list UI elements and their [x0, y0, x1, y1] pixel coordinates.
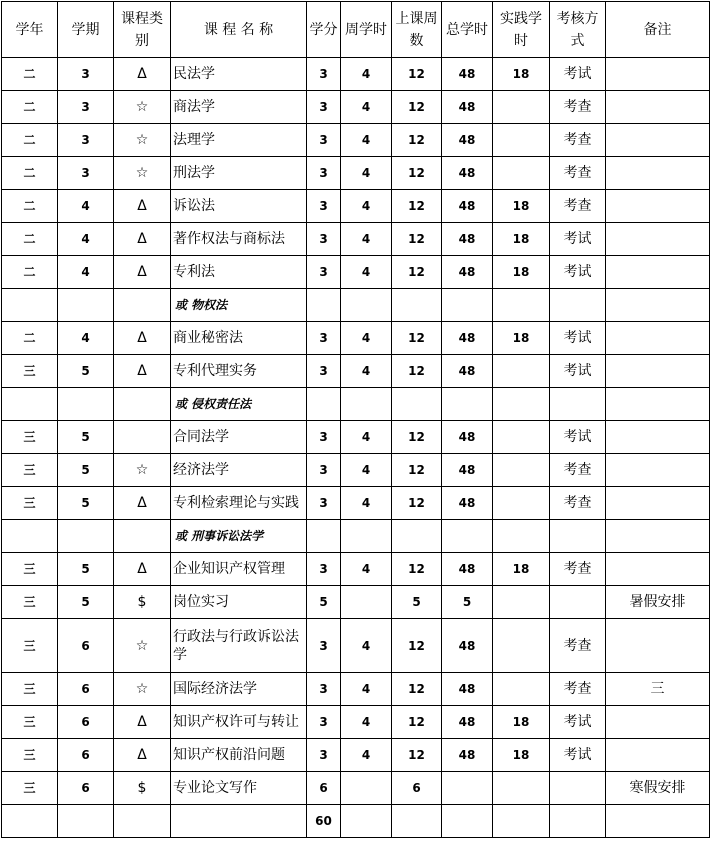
- cell-total-hours: 48: [442, 124, 493, 157]
- cell-note: 暑假安排: [606, 586, 710, 619]
- cell-year: 三: [2, 619, 58, 673]
- cell-assessment: [550, 388, 606, 421]
- cell-assessment: [550, 289, 606, 322]
- cell-note: [606, 487, 710, 520]
- cell-total-hours: 48: [442, 256, 493, 289]
- cell-practice-hours: 18: [493, 739, 550, 772]
- table-row: [2, 421, 710, 454]
- cell-category: [114, 388, 171, 421]
- table-row: [2, 157, 710, 190]
- cell-total-hours: [442, 289, 493, 322]
- cell-course-name: 著作权法与商标法: [171, 223, 307, 256]
- cell-course-name: 国际经济法学: [171, 673, 307, 706]
- cell-note: [606, 520, 710, 553]
- cell-practice-hours: [493, 124, 550, 157]
- cell-year: 三: [2, 487, 58, 520]
- cell-course-name: 知识产权许可与转让: [171, 706, 307, 739]
- cell-weeks: [392, 520, 442, 553]
- cell-term: 4: [58, 256, 114, 289]
- cell-weekly-hours: [341, 388, 392, 421]
- cell-weeks: 12: [392, 355, 442, 388]
- cell-practice-hours: 18: [493, 223, 550, 256]
- cell-credits: 3: [307, 706, 341, 739]
- cell-year: 二: [2, 256, 58, 289]
- cell-term: 6: [58, 772, 114, 805]
- table-row: [2, 454, 710, 487]
- cell-category: [114, 805, 171, 838]
- cell-credits: 3: [307, 91, 341, 124]
- cell-total-hours: [442, 388, 493, 421]
- cell-practice-hours: [493, 673, 550, 706]
- total-row: [2, 805, 710, 838]
- cell-weekly-hours: [341, 772, 392, 805]
- table-row: [2, 739, 710, 772]
- cell-category: [114, 289, 171, 322]
- cell-course-name: 民法学: [171, 58, 307, 91]
- cell-note: [606, 739, 710, 772]
- cell-assessment: 考查: [550, 190, 606, 223]
- cell-practice-hours: [493, 355, 550, 388]
- cell-total-hours: [442, 772, 493, 805]
- header-total-hours: 总学时: [442, 2, 493, 58]
- cell-practice-hours: [493, 805, 550, 838]
- cell-weekly-hours: 4: [341, 454, 392, 487]
- cell-credits: 3: [307, 619, 341, 673]
- header-category: 课程类别: [114, 2, 171, 58]
- cell-category: Δ: [114, 553, 171, 586]
- cell-weeks: 12: [392, 223, 442, 256]
- cell-practice-hours: 18: [493, 58, 550, 91]
- cell-credits: 6: [307, 772, 341, 805]
- table-row: [2, 355, 710, 388]
- cell-category: Δ: [114, 487, 171, 520]
- cell-practice-hours: [493, 421, 550, 454]
- cell-assessment: 考查: [550, 619, 606, 673]
- cell-assessment: 考查: [550, 91, 606, 124]
- cell-year: 三: [2, 739, 58, 772]
- cell-assessment: 考试: [550, 58, 606, 91]
- cell-category: [114, 520, 171, 553]
- cell-course-name: 专业论文写作: [171, 772, 307, 805]
- cell-course-name: 或 物权法: [171, 289, 307, 322]
- cell-weeks: 12: [392, 124, 442, 157]
- cell-total-hours: 48: [442, 190, 493, 223]
- cell-credits: 3: [307, 58, 341, 91]
- cell-course-name: 诉讼法: [171, 190, 307, 223]
- cell-weeks: 12: [392, 91, 442, 124]
- cell-assessment: 考试: [550, 322, 606, 355]
- table-body: [2, 58, 710, 838]
- header-credits: 学分: [307, 2, 341, 58]
- cell-total-hours: 5: [442, 586, 493, 619]
- cell-weekly-hours: 4: [341, 355, 392, 388]
- cell-weeks: 12: [392, 739, 442, 772]
- cell-note: [606, 58, 710, 91]
- cell-assessment: 考试: [550, 256, 606, 289]
- cell-total-hours: 48: [442, 58, 493, 91]
- cell-note: [606, 91, 710, 124]
- header-weeks: 上课周数: [392, 2, 442, 58]
- cell-credits: 3: [307, 355, 341, 388]
- header-term: 学期: [58, 2, 114, 58]
- header-weekly-hours: 周学时: [341, 2, 392, 58]
- cell-course-name: 商业秘密法: [171, 322, 307, 355]
- cell-term: [58, 520, 114, 553]
- cell-assessment: 考查: [550, 553, 606, 586]
- cell-total-hours: [442, 805, 493, 838]
- cell-credits: [307, 289, 341, 322]
- cell-year: 二: [2, 157, 58, 190]
- cell-total-hours: 48: [442, 223, 493, 256]
- cell-note: [606, 223, 710, 256]
- table-row: [2, 124, 710, 157]
- cell-total-hours: 48: [442, 454, 493, 487]
- cell-course-name: 商法学: [171, 91, 307, 124]
- cell-weekly-hours: 4: [341, 487, 392, 520]
- cell-note: [606, 805, 710, 838]
- cell-assessment: [550, 520, 606, 553]
- cell-weekly-hours: [341, 289, 392, 322]
- cell-practice-hours: [493, 289, 550, 322]
- cell-course-name: 专利检索理论与实践: [171, 487, 307, 520]
- cell-assessment: [550, 586, 606, 619]
- cell-practice-hours: [493, 487, 550, 520]
- cell-category: ☆: [114, 157, 171, 190]
- cell-note: [606, 454, 710, 487]
- header-note: 备注: [606, 2, 710, 58]
- cell-weekly-hours: [341, 520, 392, 553]
- cell-weekly-hours: 4: [341, 190, 392, 223]
- cell-term: 4: [58, 190, 114, 223]
- cell-practice-hours: 18: [493, 190, 550, 223]
- cell-course-name: 刑法学: [171, 157, 307, 190]
- cell-weekly-hours: 4: [341, 421, 392, 454]
- cell-category: ☆: [114, 673, 171, 706]
- cell-year: 二: [2, 124, 58, 157]
- cell-credits: 3: [307, 421, 341, 454]
- cell-total-hours: 48: [442, 487, 493, 520]
- cell-category: $: [114, 772, 171, 805]
- cell-course-name: [171, 805, 307, 838]
- cell-term: [58, 289, 114, 322]
- cell-total-hours: 48: [442, 322, 493, 355]
- cell-practice-hours: [493, 586, 550, 619]
- cell-weeks: 12: [392, 487, 442, 520]
- cell-note: 三: [606, 673, 710, 706]
- cell-year: 三: [2, 553, 58, 586]
- cell-credits: 3: [307, 223, 341, 256]
- cell-course-name: 岗位实习: [171, 586, 307, 619]
- cell-category: $: [114, 586, 171, 619]
- header-assessment: 考核方式: [550, 2, 606, 58]
- cell-assessment: 考试: [550, 739, 606, 772]
- cell-year: [2, 520, 58, 553]
- cell-practice-hours: 18: [493, 256, 550, 289]
- cell-credits: 3: [307, 256, 341, 289]
- cell-note: [606, 256, 710, 289]
- cell-weekly-hours: 4: [341, 91, 392, 124]
- cell-year: 三: [2, 772, 58, 805]
- cell-course-name: 法理学: [171, 124, 307, 157]
- cell-weeks: 12: [392, 454, 442, 487]
- cell-weeks: 12: [392, 322, 442, 355]
- cell-category: ☆: [114, 124, 171, 157]
- alternative-row: [2, 388, 710, 421]
- cell-note: 寒假安排: [606, 772, 710, 805]
- cell-credits: 3: [307, 487, 341, 520]
- cell-credits: 3: [307, 157, 341, 190]
- cell-assessment: 考查: [550, 157, 606, 190]
- cell-credits: 3: [307, 190, 341, 223]
- cell-term: 5: [58, 421, 114, 454]
- cell-weekly-hours: 4: [341, 223, 392, 256]
- cell-total-hours: 48: [442, 553, 493, 586]
- cell-year: 三: [2, 421, 58, 454]
- cell-note: [606, 157, 710, 190]
- cell-category: Δ: [114, 322, 171, 355]
- cell-weekly-hours: [341, 805, 392, 838]
- cell-note: [606, 289, 710, 322]
- cell-term: 6: [58, 673, 114, 706]
- cell-year: 三: [2, 673, 58, 706]
- cell-note: [606, 190, 710, 223]
- cell-assessment: 考试: [550, 223, 606, 256]
- cell-year: 二: [2, 190, 58, 223]
- cell-term: 6: [58, 706, 114, 739]
- cell-weekly-hours: 4: [341, 322, 392, 355]
- cell-weekly-hours: 4: [341, 256, 392, 289]
- cell-practice-hours: 18: [493, 706, 550, 739]
- cell-weekly-hours: 4: [341, 553, 392, 586]
- cell-note: [606, 124, 710, 157]
- cell-course-name: 或 侵权责任法: [171, 388, 307, 421]
- cell-category: ☆: [114, 619, 171, 673]
- cell-practice-hours: [493, 454, 550, 487]
- cell-credits: 3: [307, 124, 341, 157]
- cell-practice-hours: [493, 772, 550, 805]
- cell-credits: [307, 520, 341, 553]
- cell-total-hours: 48: [442, 355, 493, 388]
- cell-term: 6: [58, 739, 114, 772]
- cell-year: 三: [2, 586, 58, 619]
- cell-weekly-hours: 4: [341, 739, 392, 772]
- cell-term: 5: [58, 553, 114, 586]
- cell-course-name: 企业知识产权管理: [171, 553, 307, 586]
- cell-weeks: 6: [392, 772, 442, 805]
- cell-credits: 60: [307, 805, 341, 838]
- table-row: [2, 256, 710, 289]
- cell-term: 3: [58, 91, 114, 124]
- cell-note: [606, 355, 710, 388]
- table-row: [2, 586, 710, 619]
- cell-credits: 3: [307, 739, 341, 772]
- table-row: [2, 58, 710, 91]
- course-schedule-table: [1, 1, 710, 838]
- cell-weekly-hours: 4: [341, 706, 392, 739]
- cell-weekly-hours: 4: [341, 124, 392, 157]
- cell-weeks: [392, 805, 442, 838]
- cell-credits: [307, 388, 341, 421]
- cell-category: Δ: [114, 190, 171, 223]
- cell-total-hours: 48: [442, 673, 493, 706]
- cell-term: 3: [58, 58, 114, 91]
- cell-weekly-hours: 4: [341, 157, 392, 190]
- alternative-row: [2, 289, 710, 322]
- cell-credits: 5: [307, 586, 341, 619]
- cell-term: 3: [58, 157, 114, 190]
- cell-practice-hours: [493, 619, 550, 673]
- cell-practice-hours: 18: [493, 322, 550, 355]
- cell-year: 二: [2, 223, 58, 256]
- cell-total-hours: 48: [442, 706, 493, 739]
- table-row: [2, 223, 710, 256]
- table-row: [2, 553, 710, 586]
- cell-course-name: 合同法学: [171, 421, 307, 454]
- cell-course-name: 知识产权前沿问题: [171, 739, 307, 772]
- cell-practice-hours: 18: [493, 553, 550, 586]
- cell-assessment: 考试: [550, 706, 606, 739]
- cell-note: [606, 322, 710, 355]
- cell-credits: 3: [307, 553, 341, 586]
- cell-category: [114, 421, 171, 454]
- cell-weeks: [392, 388, 442, 421]
- header-row: [2, 2, 710, 58]
- cell-practice-hours: [493, 520, 550, 553]
- cell-note: [606, 388, 710, 421]
- cell-term: [58, 388, 114, 421]
- table-row: [2, 673, 710, 706]
- table-row: [2, 772, 710, 805]
- cell-year: [2, 805, 58, 838]
- cell-assessment: [550, 805, 606, 838]
- cell-year: 二: [2, 322, 58, 355]
- cell-weeks: 12: [392, 619, 442, 673]
- cell-note: [606, 619, 710, 673]
- cell-year: [2, 289, 58, 322]
- cell-assessment: 考试: [550, 355, 606, 388]
- cell-category: ☆: [114, 454, 171, 487]
- cell-course-name: 专利代理实务: [171, 355, 307, 388]
- cell-credits: 3: [307, 322, 341, 355]
- cell-weeks: [392, 289, 442, 322]
- cell-year: 三: [2, 355, 58, 388]
- cell-weeks: 12: [392, 553, 442, 586]
- cell-practice-hours: [493, 157, 550, 190]
- cell-course-name: 或 刑事诉讼法学: [171, 520, 307, 553]
- header-year: 学年: [2, 2, 58, 58]
- cell-weeks: 12: [392, 706, 442, 739]
- cell-term: 5: [58, 454, 114, 487]
- cell-weekly-hours: 4: [341, 58, 392, 91]
- cell-term: 5: [58, 586, 114, 619]
- table-row: [2, 190, 710, 223]
- cell-assessment: 考查: [550, 673, 606, 706]
- cell-weekly-hours: [341, 586, 392, 619]
- cell-practice-hours: [493, 91, 550, 124]
- cell-note: [606, 706, 710, 739]
- cell-weeks: 12: [392, 190, 442, 223]
- cell-course-name: 专利法: [171, 256, 307, 289]
- cell-weeks: 12: [392, 673, 442, 706]
- cell-credits: 3: [307, 673, 341, 706]
- cell-weeks: 12: [392, 256, 442, 289]
- cell-category: Δ: [114, 739, 171, 772]
- cell-total-hours: 48: [442, 739, 493, 772]
- cell-term: 5: [58, 355, 114, 388]
- cell-weeks: 12: [392, 157, 442, 190]
- cell-practice-hours: [493, 388, 550, 421]
- cell-assessment: 考查: [550, 454, 606, 487]
- cell-category: Δ: [114, 58, 171, 91]
- cell-weeks: 12: [392, 58, 442, 91]
- cell-year: 二: [2, 91, 58, 124]
- cell-credits: 3: [307, 454, 341, 487]
- cell-assessment: [550, 772, 606, 805]
- cell-note: [606, 553, 710, 586]
- table-row: [2, 619, 710, 673]
- cell-category: Δ: [114, 355, 171, 388]
- alternative-row: [2, 520, 710, 553]
- cell-year: 三: [2, 706, 58, 739]
- cell-term: 4: [58, 223, 114, 256]
- cell-course-name: 行政法与行政诉讼法学: [171, 619, 307, 673]
- cell-category: Δ: [114, 223, 171, 256]
- cell-total-hours: 48: [442, 421, 493, 454]
- cell-total-hours: 48: [442, 619, 493, 673]
- cell-total-hours: 48: [442, 157, 493, 190]
- cell-total-hours: 48: [442, 91, 493, 124]
- cell-category: ☆: [114, 91, 171, 124]
- cell-note: [606, 421, 710, 454]
- table-row: [2, 706, 710, 739]
- cell-weeks: 5: [392, 586, 442, 619]
- cell-weeks: 12: [392, 421, 442, 454]
- header-course-name: 课 程 名 称: [171, 2, 307, 58]
- header-practice-hours: 实践学时: [493, 2, 550, 58]
- cell-course-name: 经济法学: [171, 454, 307, 487]
- cell-total-hours: [442, 520, 493, 553]
- cell-term: 4: [58, 322, 114, 355]
- table-row: [2, 487, 710, 520]
- cell-term: 6: [58, 619, 114, 673]
- cell-category: Δ: [114, 706, 171, 739]
- cell-term: 5: [58, 487, 114, 520]
- cell-weekly-hours: 4: [341, 619, 392, 673]
- cell-year: 二: [2, 58, 58, 91]
- cell-weekly-hours: 4: [341, 673, 392, 706]
- cell-assessment: 考查: [550, 124, 606, 157]
- table-row: [2, 91, 710, 124]
- cell-term: 3: [58, 124, 114, 157]
- cell-year: 三: [2, 454, 58, 487]
- cell-term: [58, 805, 114, 838]
- cell-category: Δ: [114, 256, 171, 289]
- cell-assessment: 考查: [550, 487, 606, 520]
- table-row: [2, 322, 710, 355]
- cell-year: [2, 388, 58, 421]
- cell-assessment: 考试: [550, 421, 606, 454]
